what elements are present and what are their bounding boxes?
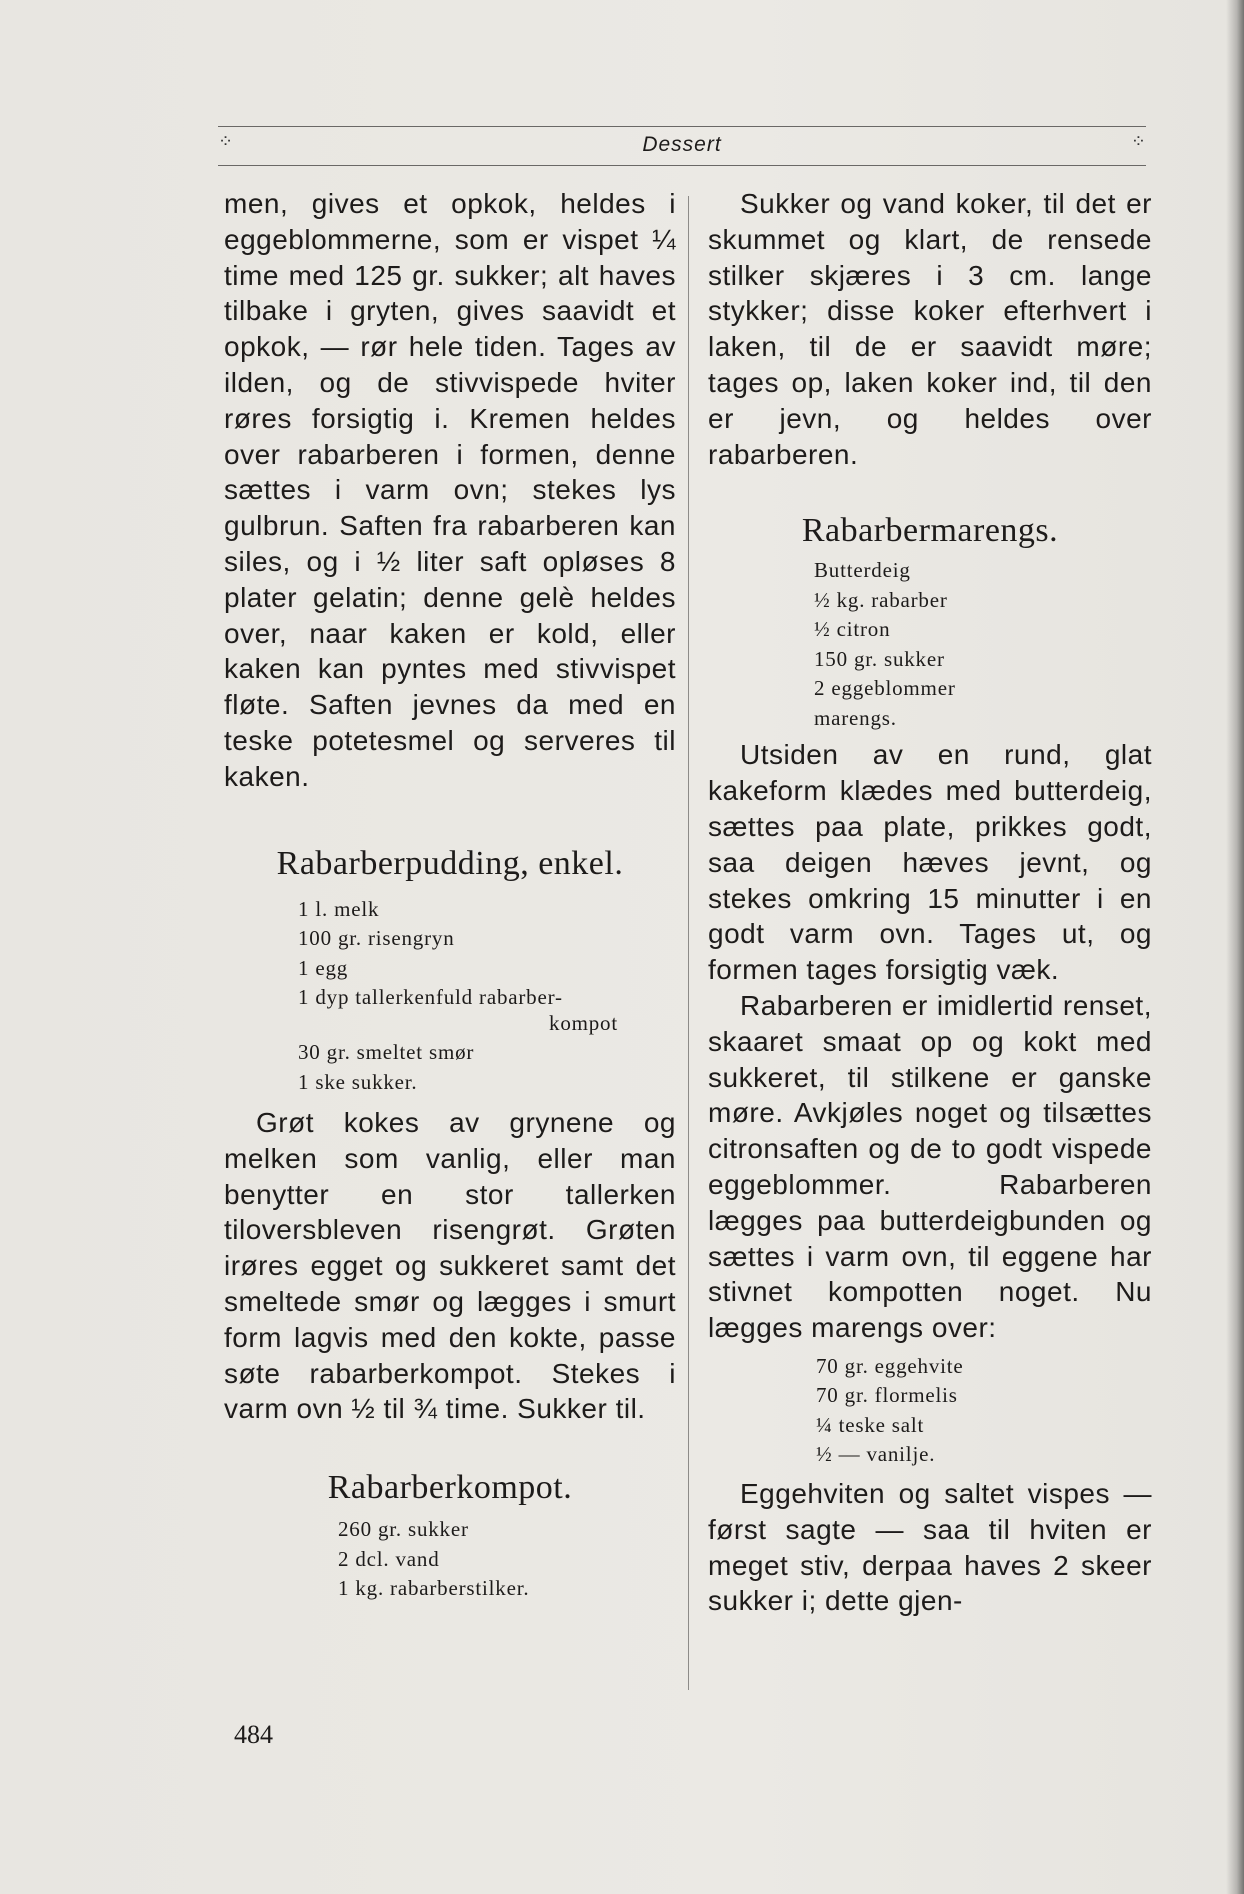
- running-head: [218, 126, 1146, 166]
- ingredient-line: ½ kg. rabarber: [814, 587, 948, 612]
- ingredient-line: marengs.: [814, 705, 897, 730]
- ornament-right-icon: ⁘: [1130, 131, 1146, 152]
- ingredient-list: [338, 1515, 676, 1604]
- continued-paragraph: men, gives et opkok, heldes i eggeblommerne, som er vispet ¼ time med 125 gr. sukker; alt haves tilbake i gryten, gives saavidt et opkok, — rør hele tiden. Tages av ilden, og de stivvispede hviter røres forsigtig i. Kremen heldes over rabarberen i formen, denne sættes i varm ovn; stekes lys gulbrun. Saften fra rabarberen kan siles, og i ½ liter saft opløses 8 plater gelatin; denne gelè heldes over, naar kaken er kold, eller kaken kan pyntes med stivvispet fløte. Saften jevnes da med en teske potetesmel og serveres til kaken.: [224, 188, 676, 792]
- section-title: Dessert: [642, 133, 722, 156]
- ingredient-line: ¼ teske salt: [816, 1412, 925, 1437]
- page-number: 484: [234, 1720, 273, 1749]
- ingredient-line: 150 gr. sukker: [814, 646, 945, 671]
- ingredient-list: [814, 556, 1152, 733]
- ingredient-line: 2 eggeblommer: [814, 676, 956, 701]
- recipe-title-rabarberkompot: Rabarberkompot.: [327, 1469, 573, 1507]
- recipe-text: Utsiden av en rund, glat kakeform klædes med butterdeig, sættes paa plate, prikkes godt, saa deigen hæves jevnt, og stekes omkring 15 minutter i en godt varm ovn. Tages ut, og formen tages forsigtig væk.: [708, 739, 1152, 986]
- page-edge: [1226, 0, 1244, 1894]
- ingredient-line: 260 gr. sukker: [338, 1517, 469, 1542]
- recipe-text: Grøt kokes av grynene og melken som vanlig, eller man benytter en stor tallerken tiloversbleven risengrøt. Grøten irøres egget og sukkeret samt det smeltede smør og lægges i smurt form lagvis med den kokte, passe søte rabarberkompot. Stekes i varm ovn ½ til ¾ time. Sukker til.: [224, 1107, 676, 1425]
- ingredient-line: ½ — vanilje.: [816, 1442, 936, 1467]
- ingredient-line: 70 gr. flormelis: [816, 1383, 958, 1408]
- ingredient-line: 1 egg: [298, 955, 349, 980]
- recipe-text: Eggehviten og saltet vispes — først sagte — saa til hviten er meget stiv, derpaa haves 2 skeer sukker i; dette gjen-: [708, 1477, 1152, 1617]
- ingredient-line: 100 gr. risengryn: [298, 926, 455, 951]
- recipe-text: Rabarberen er imidlertid renset, skaaret smaat op og kokt med sukkeret, til stilkene er ganske møre. Avkjøles noget og tilsættes citronsaften og de to godt vispede eggeblommer. Rabarberen lægges paa butterdeigbunden og sættes i varm ovn, til eggene har stivnet kompotten noget. Nu lægges marengs over:: [708, 989, 1152, 1344]
- continued-paragraph: Sukker og vand koker, til det er skummet og klart, de rensede stilker skjæres i 3 cm. lange stykker; disse koker efterhvert i laken, til de er saavidt møre; tages op, laken koker ind, til den er jevn, og heldes over rabarberen.: [708, 188, 1152, 470]
- recipe-title-rabarbermarengs: Rabarbermarengs.: [801, 512, 1059, 550]
- ingredient-line: 1 l. melk: [298, 896, 380, 921]
- meringue-list: [816, 1352, 1152, 1470]
- ingredient-line: Butterdeig: [814, 558, 911, 583]
- ingredient-line: 1 ske sukker.: [298, 1069, 418, 1094]
- ingredient-line: 1 kg. rabarberstilker.: [338, 1576, 530, 1601]
- right-column: [708, 186, 1152, 1619]
- ingredient-list: [298, 895, 618, 1098]
- ingredient-line: 1 dyp tallerkenfuld rabarber-: [298, 985, 563, 1010]
- recipe-title-rabarberpudding: Rabarberpudding, enkel.: [276, 844, 624, 882]
- column-rule: [688, 196, 689, 1690]
- ingredient-line: 70 gr. eggehvite: [816, 1353, 964, 1378]
- ornament-left-icon: ⁘: [218, 131, 234, 152]
- left-column: [224, 186, 676, 1604]
- ingredient-line: ½ citron: [814, 617, 891, 642]
- ingredient-line: 2 dcl. vand: [338, 1546, 440, 1571]
- ingredient-line: 30 gr. smeltet smør: [298, 1040, 475, 1065]
- ingredient-line: kompot: [549, 1010, 618, 1035]
